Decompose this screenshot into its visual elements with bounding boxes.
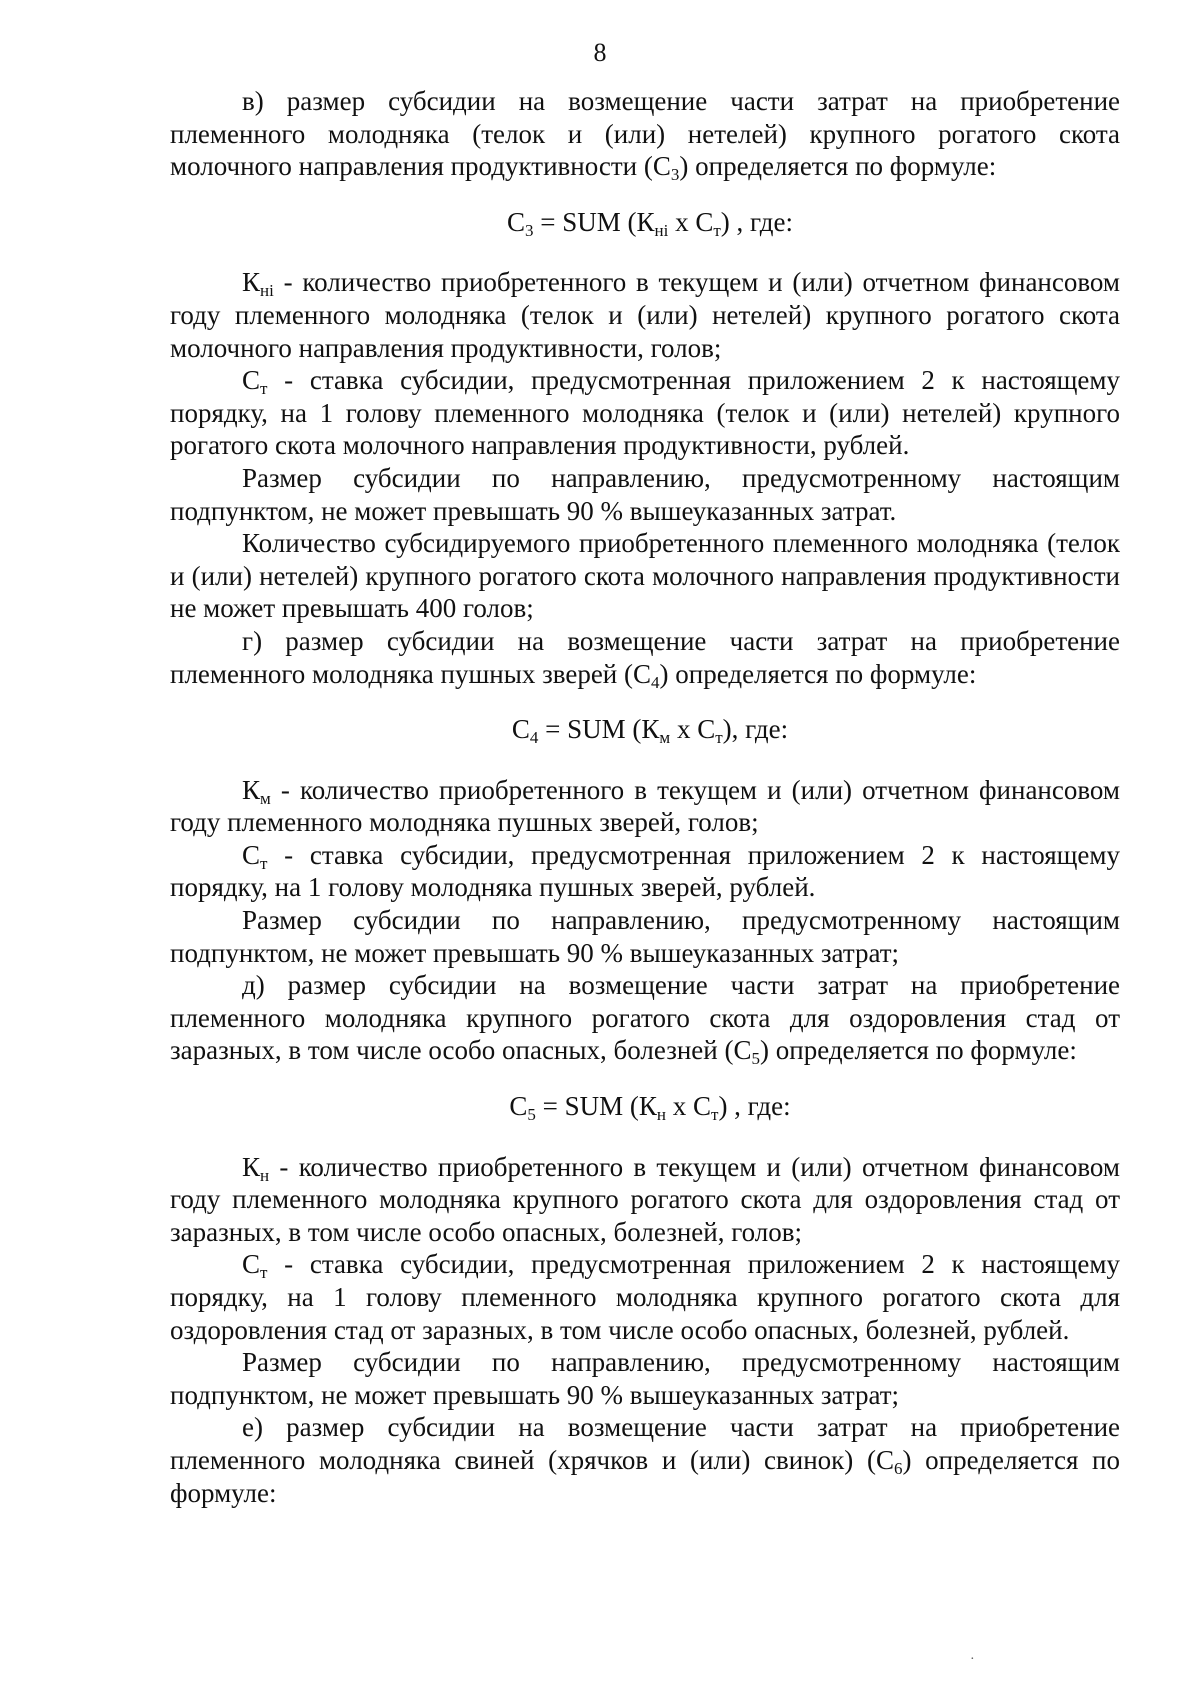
- text-run: г) размер субсидии на возмещение части затрат на приобретение племенного молодняка пушных зверей (С: [170, 625, 1120, 689]
- subscript: т: [715, 728, 723, 748]
- subscript: 4: [529, 728, 539, 748]
- text-run: x С: [668, 206, 714, 237]
- text-run: ) определяется по формуле:: [170, 1444, 1121, 1508]
- formula: [170, 713, 1120, 746]
- text-run: К: [242, 774, 261, 805]
- subscript: 3: [670, 165, 680, 185]
- text-run: ) , где:: [718, 1091, 791, 1122]
- subscript: 6: [893, 1458, 903, 1478]
- subscript: н: [656, 1105, 666, 1125]
- text-run: Количество субсидируемого приобретенного племенного молодняка (телок и (или) нетелей) крупного рогатого скота молочного направления продуктивности не может превышать 400 голов;: [170, 528, 1120, 624]
- text-run: x С: [670, 714, 716, 745]
- paragraph: [170, 527, 1120, 625]
- subscript: 3: [525, 220, 534, 240]
- text-run: С: [507, 206, 526, 237]
- paragraph: [170, 1411, 1120, 1509]
- subscript: 5: [527, 1105, 536, 1125]
- paragraph: [170, 266, 1120, 364]
- text-run: С: [509, 1091, 528, 1122]
- text-run: С: [242, 1249, 261, 1280]
- subscript: т: [260, 853, 268, 873]
- paragraph: [170, 774, 1120, 839]
- text-run: в) размер субсидии на возмещение части затрат на приобретение племенного молодняка (телок и (или) нетелей) крупного рогатого скота молочного направления продуктивности (С: [170, 86, 1120, 182]
- paragraph: [170, 904, 1120, 969]
- text-run: - количество приобретенного в текущем и (или) отчетном финансовом году племенного молодняка крупного рогатого скота для оздоровления стад от заразных, в том числе особо опасных, болезней, голов;: [170, 1151, 1120, 1247]
- paragraph: [170, 462, 1120, 527]
- text-run: К: [242, 267, 261, 298]
- paragraph: [170, 839, 1120, 904]
- text-run: К: [242, 1151, 261, 1182]
- subscript: м: [260, 788, 271, 808]
- text-run: д) размер субсидии на возмещение части затрат на приобретение племенного молодняка крупного рогатого скота для оздоровления стад от заразных, в том числе особо опасных, болезней (С: [170, 970, 1120, 1066]
- text-run: - ставка субсидии, предусмотренная приложением 2 к настоящему порядку, на 1 голову племенного молодняка (телок и (или) нетелей) крупного рогатого скота молочного направления продуктивности, рублей.: [170, 365, 1120, 461]
- subscript: нi: [654, 220, 669, 240]
- page-number: 8: [593, 38, 607, 67]
- text-run: ), где:: [722, 714, 789, 745]
- formula: [170, 1090, 1120, 1123]
- document-body: [170, 85, 1120, 1509]
- scan-speck: ·: [970, 1652, 975, 1667]
- paragraph: [170, 1151, 1120, 1249]
- text-run: = SUM (К: [533, 206, 655, 237]
- paragraph: [170, 969, 1120, 1067]
- paragraph: [170, 85, 1120, 183]
- subscript: м: [659, 728, 671, 748]
- text-run: ) определяется по формуле:: [659, 658, 977, 689]
- subscript: т: [260, 1263, 268, 1283]
- text-run: - ставка субсидии, предусмотренная приложением 2 к настоящему порядку, на 1 голову племенного молодняка крупного рогатого скота для оздоровления стад от заразных, в том числе особо опасных, болезней, рублей.: [170, 1249, 1120, 1345]
- text-run: Размер субсидии по направлению, предусмотренному настоящим подпунктом, не может превышать 90 % вышеуказанных затрат.: [170, 462, 1120, 526]
- paragraph: [170, 625, 1120, 690]
- paragraph: [170, 364, 1120, 462]
- paragraph: [170, 1346, 1120, 1411]
- text-run: = SUM (К: [535, 1091, 657, 1122]
- subscript: т: [713, 220, 721, 240]
- subscript: н: [260, 1165, 270, 1185]
- paragraph: [170, 1248, 1120, 1346]
- formula: [170, 206, 1120, 239]
- text-run: Размер субсидии по направлению, предусмотренному настоящим подпунктом, не может превышать 90 % вышеуказанных затрат;: [170, 905, 1120, 968]
- text-run: С: [242, 839, 261, 870]
- text-run: - ставка субсидии, предусмотренная приложением 2 к настоящему порядку, на 1 голову молодняка пушных зверей, рублей.: [170, 839, 1120, 903]
- subscript: 4: [651, 672, 660, 692]
- text-run: = SUM (К: [538, 714, 660, 745]
- subscript: нi: [260, 281, 274, 301]
- text-run: Размер субсидии по направлению, предусмотренному настоящим подпунктом, не может превышать 90 % вышеуказанных затрат;: [170, 1347, 1120, 1410]
- text-run: - количество приобретенного в текущем и (или) отчетном финансовом году племенного молодняка (телок и (или) нетелей) крупного рогатого скота молочного направления продуктивности, голов;: [170, 267, 1120, 363]
- subscript: т: [711, 1105, 719, 1125]
- text-run: ) определяется по формуле:: [679, 151, 997, 182]
- text-run: С: [511, 714, 530, 745]
- text-run: x С: [665, 1091, 711, 1122]
- subscript: 5: [751, 1049, 760, 1069]
- text-run: ) определяется по формуле:: [760, 1035, 1077, 1066]
- text-run: - количество приобретенного в текущем и (или) отчетном финансовом году племенного молодняка пушных зверей, голов;: [170, 774, 1120, 838]
- subscript: т: [260, 379, 268, 399]
- text-run: е) размер субсидии на возмещение части затрат на приобретение племенного молодняка свиней (хрячков и (или) свинок) (С: [170, 1412, 1120, 1475]
- text-run: ) , где:: [720, 206, 793, 237]
- text-run: С: [242, 365, 261, 396]
